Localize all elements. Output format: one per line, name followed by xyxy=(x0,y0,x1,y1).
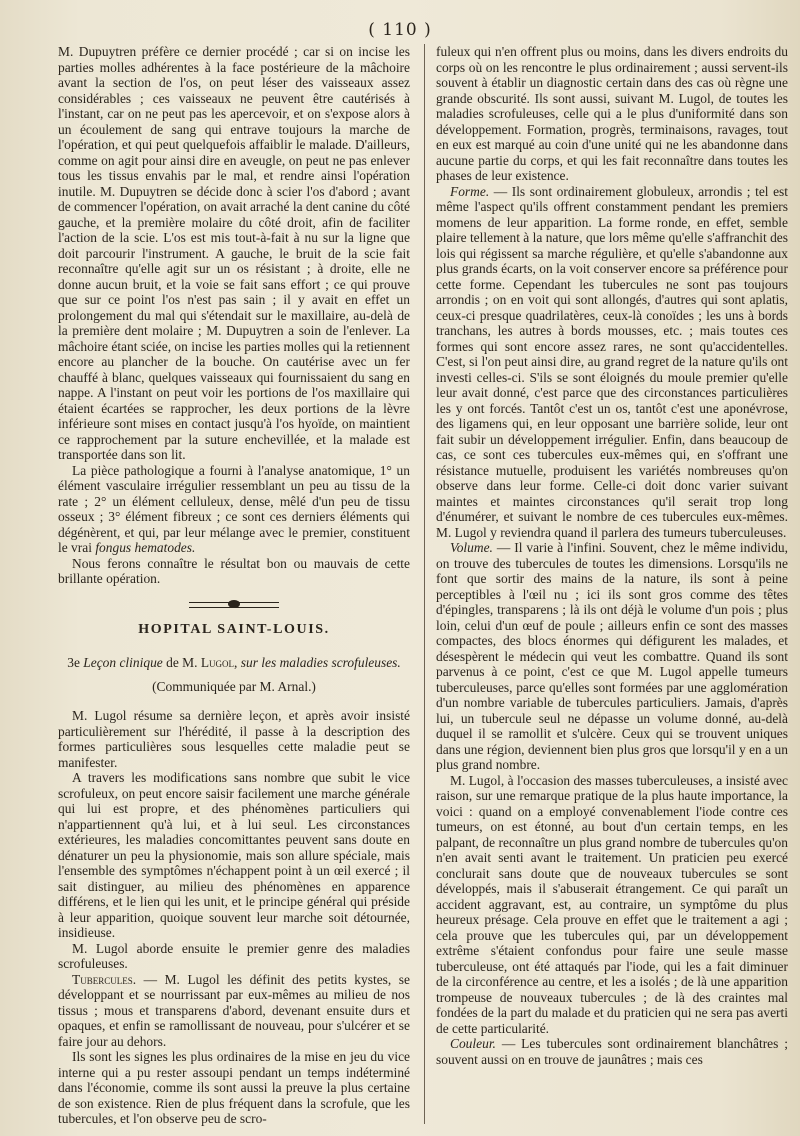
volume-label: Volume. xyxy=(450,540,493,555)
paragraph-first-genre: M. Lugol aborde ensuite le premier genre des maladies scrofuleuses. xyxy=(58,940,410,971)
forme-text: — Ils sont ordinairement globuleux, arrondis ; tel est même l'aspect qu'ils offrent constamment pendant les premiers momens de leur apparition. La forme ronde, en effet, semble plaire tellement à la nature, que lors même qu'elle s'affranchit des lois qui régissent sa marche régulière, et qu'elle s'abandonne aux plus grands écarts, on la voit conserver encore sa préférence pour cette forme. Cependant les tubercules ne sont pas toujours arrondis ; on en voit qui sont allongés, d'autres qui sont aplatis, ceux-ci presque quadrilatères, ceux-là conoïdes ; les uns à bords tranchans, les autres à bords mousses, etc. ; mais toutes ces formes qui sont encore assez rares, ne sont qu'accidentelles. C'est, si l'on peut ainsi dire, au grand regret de la nature qu'ils ont investi celles-ci. S'ils se sont éloignés du moule premier qu'elle leur avait donné, c'est parce que des circonstances particulières les y ont forcés. Tantôt c'est un os, tantôt c'est une aponévrose, des ligamens qui, en leur opposant une barrière solide, leur ont fait subir un développement irrégulier. Enfin, dans beaucoup de cas, ce sont ces tubercules eux-mêmes qui, en s'offrant une résistance mutuelle, produisent les variétés nombreuses qu'on observe dans leur forme. Celle-ci doit donc varier suivant maintes et maintes circonstances qu'il serait trop long d'énumérer, et suivant le nombre de ces tubercules eux-mêmes. M. Lugol y reviendra quand il parlera des tumeurs tuberculeuses. xyxy=(436,183,788,540)
forme-label: Forme. xyxy=(450,183,490,199)
paragraph-result: Nous ferons connaître le résultat bon ou mauvais de cette brillante opération. xyxy=(58,555,410,586)
page-number: ( 110 ) xyxy=(368,20,432,40)
paragraph-operation: M. Dupuytren préfère ce dernier procédé ; car si on incise les parties molles adhérentes à la face postérieure de la mâchoire avant la section de l'os, on peut léser des vaisseaux assez considérables ; ces vaisseaux ne peuvent être cautérisés à l'instant, car on ne peut pas les apercevoir, et on s'expose alors à un écoulement de sang qui entrave toujours la marche de l'opération, et qui peut quelquefois affaiblir le malade. D'ailleurs, comme on agit pour ainsi dire en aveugle, on peut ne pas enlever tous les tissus envahis par le mal, et rendre ainsi l'opération inutile. M. Dupuytren se décide donc à scier l'os d'abord ; avant de commencer l'opération, on avait arraché la dent canine du côté gauche, et la première molaire du côté droit, afin de faciliter l'action de la scie. L'os est mis tout-à-fait à nu sur la ligne que doit parcourir l'instrument. A gauche, le bruit de la scie fait reconnaître qu'elle agit sur un os résistant ; à droite, elle ne donne aucun bruit, et la voie se fait sans effort ; ce qui prouve que sur ce point l'os n'est pas sain ; il y avait en effet un prolongement du mal qui s'étendait sur le maxillaire, au-delà de la première dent molaire ; M. Dupuytren a soin de l'enlever. La mâchoire étant sciée, on incise les parties molles qui la retiennent encore au plancher de la bouche. On cautérise avec un fer chauffé à blanc, quelques vaisseaux qui fournissaient du sang en nappe. A l'instant on peut voir les portions de l'os maxillaire qui étaient écartées se rapprocher, les deux portions de la lèvre inférieure sont mises en contact jusqu'à l'os hyoïde, on maintient ce rapprochement par la suture enchevillée, et la malade est transportée dans son lit. xyxy=(58,44,410,462)
left-column xyxy=(58,44,410,1130)
section-divider-ornament xyxy=(189,602,279,608)
paragraph-tubercules xyxy=(58,972,410,1050)
lecture-comma: , xyxy=(234,655,241,670)
volume-text: — Il varie à l'infini. Souvent, chez le même individu, on trouve des tubercules de toutes les dimensions. Lorsqu'ils ne font que sortir des mains de la nature, ils sont à peine perceptibles à l'œil nu ; ici ils sont gros comme des têtes d'épingles, transparens ; là ils ont déjà le volume d'un pois ; plus loin, celui d'un œuf de poule ; ailleurs enfin ce sont des masses compactes, des blocs énormes qui défigurent les malades, et désespèrent le médecin qui veut les combattre. Quand ils sont parvenus à ce point, c'est ce que M. Lugol appelle tumeurs tuberculeuses, parce qu'elles sont formées par une agglomération d'un nombre variable de tubercules particuliers. Jamais, d'après lui, un tubercule seul ne dépasse un volume donné, au-delà duquel il se ramollit et s'ulcère. Ceux qui se trouvent uniques dans une région, deviennent bien plus gros que lorsqu'il y en a un plus grand nombre. xyxy=(436,540,788,772)
tubercules-label: Tubercules. xyxy=(72,971,137,987)
paragraph-pathology xyxy=(58,463,410,556)
pathology-text: La pièce pathologique a fourni à l'analyse anatomique, 1° un élément vasculaire irrégulier ressemblant un peu au tissu de la rate ; 2° un élément celluleux, dense, mêlé d'un peu de tissu osseux ; 3° élément fibreux ; ce sont ces derniers éléments qui dégénèrent, et qui, par leur mélange avec le premier, constituent le vrai xyxy=(58,462,410,555)
tubercules-text: — M. Lugol les définit des petits kystes, se développant et se nourrissant par eux-mêmes au milieu de nos tissus ; mous et transparens d'abord, devenant ensuite durs et opaques, et enfin se ramollissant de nouveau, pour s'ulcérer et se faire jour au dehors. xyxy=(58,971,410,1049)
paragraph-couleur xyxy=(436,1036,788,1067)
couleur-label: Couleur. xyxy=(450,1036,496,1051)
paragraph-summary: M. Lugol résume sa dernière leçon, et après avoir insisté particulièrement sur l'hérédité, il passe à la description des formes particulières sous lesquelles cette maladie peut se manifester. xyxy=(58,708,410,770)
column-divider xyxy=(424,44,425,1124)
paragraph-modifications: A travers les modifications sans nombre que subit le vice scrofuleux, on peut encore saisir facilement une marche générale qui lui est propre, et des phénomènes particuliers qui n'appartiennent qu'à lui, et à lui seul. Les circonstances extérieures, les maladies concomittantes peuvent sans doute en dénaturer un peu la physionomie, mais son allure spéciale, mais l'ensemble des symptômes n'échappent point à un œil exercé ; il sait distinguer, au milieu des phénomènes en apparence différens, et le lien qui les unit, et le principe général qui préside à leur apparition, quoique souvent leur marche soit détournée, insidieuse. xyxy=(58,770,410,940)
lecturer-name: Lugol xyxy=(200,655,235,670)
couleur-text: — Les tubercules sont ordinairement blanchâtres ; souvent aussi on en trouve de jaunâtres ; mais ces xyxy=(436,1036,788,1067)
paragraph-volume xyxy=(436,540,788,773)
communicated-by: (Communiquée par M. Arnal.) xyxy=(152,678,316,694)
lecture-title xyxy=(58,655,410,671)
right-column xyxy=(436,44,788,1130)
fongus-term: fongus hematodes. xyxy=(95,540,196,555)
paragraph-forme xyxy=(436,184,788,541)
paragraph-signs: Ils sont les signes les plus ordinaires de la mise en jeu du vice interne qui a pu rester assoupi pendant un temps indéterminé dans l'économie, comme ils sont aussi la preuve la plus certaine de son existence. Rien de plus fréquent dans la scrofule, que les tubercules, et l'on observe peu de scro- xyxy=(58,1049,410,1126)
lecture-subject: sur les maladies scrofuleuses. xyxy=(240,655,401,670)
lecture-label: Leçon clinique xyxy=(83,655,163,670)
section-title: HOPITAL SAINT-LOUIS. xyxy=(138,621,330,637)
paragraph-iode: M. Lugol, à l'occasion des masses tuberculeuses, a insisté avec raison, sur une remarque pratique de la plus haute importance, la voici : quand on a employé convenablement l'iode contre ces tumeurs, on est étonné, au bout d'un certain temps, en les palpant, de reconnaître un plus grand nombre de tubercules qu'on n'en avait senti avant le traitement. Un praticien peu exercé conclurait sans doute que de nouveaux tubercules se sont développés, mais il s'abuserait étrangement. Ce qui paraît un accident aggravant, est, au contraire, un symptôme du plus heureux présage. Cela prouve en effet que le traitement a agi ; cela prouve que les tubercules qui, par un développement extrême s'étaient confondus pour faire une seule masse tuberculeuse, ont été attaqués par l'iode, qui les a fait diminuer de la circonférence au centre, et les a isolés ; de là une apparition trompeuse de nouveaux tubercules ; de là des craintes mal fondées de la part du malade et du praticien qui ne sera pas averti de cette particularité. xyxy=(436,772,788,1036)
lecture-number: 3e xyxy=(67,655,84,670)
lecture-by: de M. xyxy=(162,655,201,670)
paragraph-continuation: fuleux qui n'en offrent plus ou moins, dans les divers endroits du corps où on les rencontre le plus ordinairement ; aussi servent-ils souvent à établir un diagnostic certain dans des cas où règne une grande obscurité. Ils sont aussi, suivant M. Lugol, de toutes les maladies scrofuleuses, celle qui a le plus d'uniformité dans son développement. Formation, progrès, terminaisons, ravages, tout en eux est marqué au coin d'une unité qui ne les abandonne dans aucune partie du corps, et qui les fait reconnaître dans toutes les phases de leur existence. xyxy=(436,44,788,183)
